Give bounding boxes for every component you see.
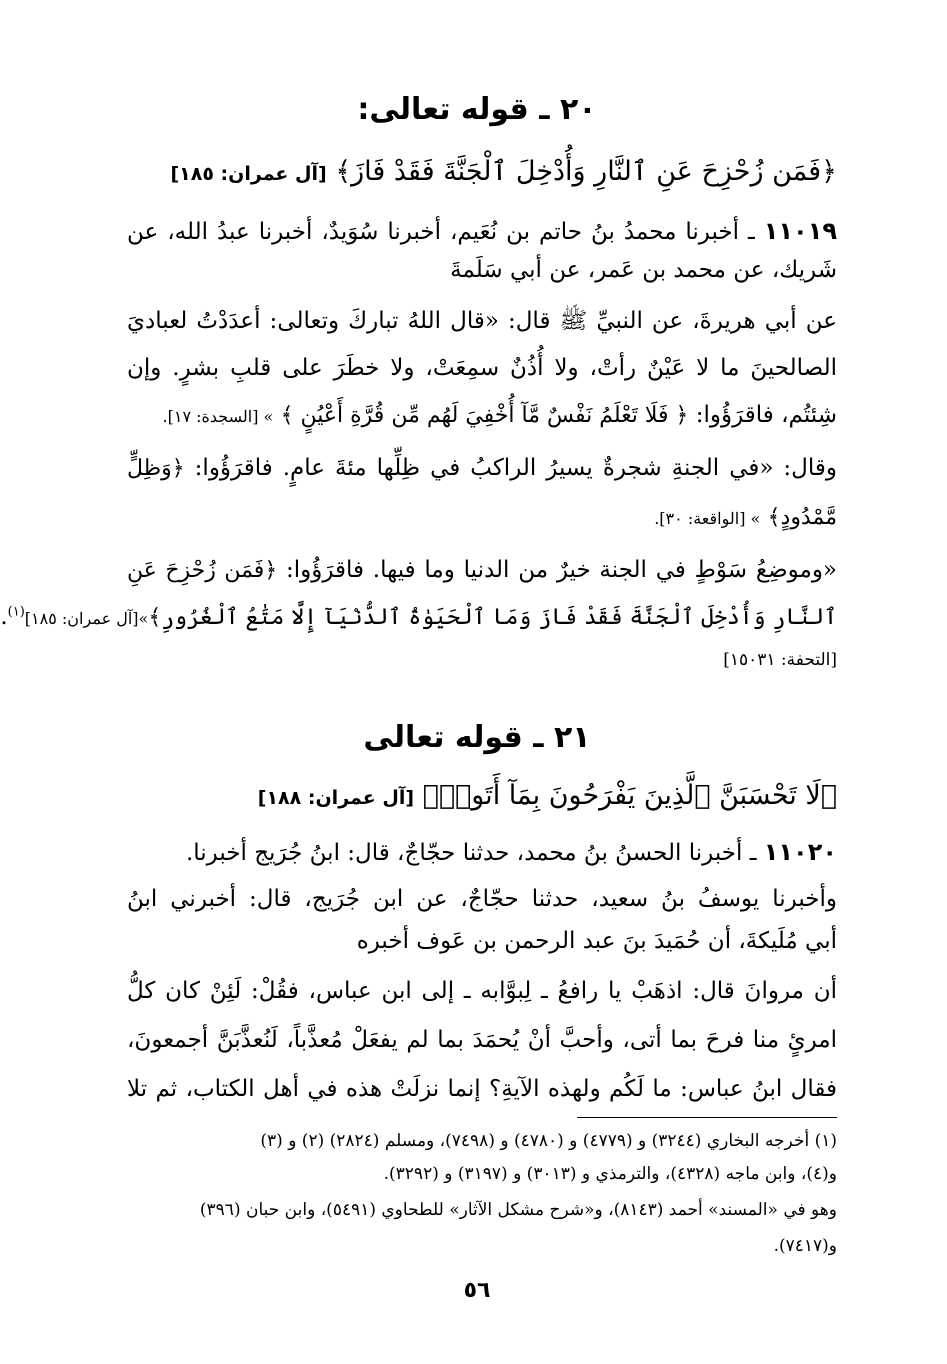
- footnote-line-1: (١) أخرجه البخاري (٣٢٤٤) و (٤٧٧٩) و (٤٧٨٠) و (٧٤٩٨)، ومسلم (٢٨٢٤) (٢) و (٣): [260, 1131, 837, 1151]
- hadith-11019-line-1: [127, 217, 837, 247]
- footnote-line-2: و(٤)، وابن ماجه (٤٣٢٨)، والترمذي و (٣٠١٣) و (٣١٩٧) و (٣٢٩٢).: [383, 1164, 837, 1184]
- quran-whip-b: ٱلنَّارِ وَأُدْخِلَ ٱلْجَنَّةَ فَقَدْ فَازَ وَمَا ٱلْحَيَوٰةُ ٱلدُّنْيَآ إِلَّا مَتَٰعُ ٱلْغُرُورِ﴾: [148, 605, 837, 630]
- text-line: «وموضِعُ سَوْطٍ في الجنة خيرٌ من الدنيا وما فيها. فاقرَؤُوا:: [277, 557, 837, 583]
- section-21-title: ٢١ ـ قوله تعالى: [363, 720, 591, 755]
- hadith-11019-line-6: [127, 455, 837, 483]
- footnote-marker: (١): [7, 604, 25, 620]
- hadith-11020-line-4: أن مروانَ قال: اذهَبْ يا رافعُ ـ لِبوَّابه ـ إلى ابن عباس، فقُلْ: لَئِنْ كان كلُّ: [127, 978, 837, 1004]
- quran-shade-a: ﴿وَظِلٍّ: [127, 456, 185, 481]
- hadith-11019-line-7: [127, 504, 837, 532]
- tuhfa-reference: [التحفة: ١٥٠٣١]: [723, 650, 837, 670]
- quran-whip-a: ﴿فَمَن زُحْزِحَ عَنِ: [127, 558, 278, 583]
- text-line: شِئتُم، فاقرَؤُوا:: [688, 402, 837, 428]
- hadith-11019-line-2: شَريك، عن محمد بن عَمر، عن أبي سَلَمةَ: [450, 257, 837, 283]
- hadith-11020-line-6: فقال ابنُ عباس: ما لَكُم ولهذه الآيةِ؟ إنما نزلَتْ هذه في أهل الكتاب، ثم تلا: [127, 1076, 837, 1102]
- quran-sajda: ﴿ فَلَا تَعْلَمُ نَفْسٌ مَّآ أُخْفِيَ لَهُم مِّن قُرَّةِ أَعْيُنٍ ﴾: [280, 403, 689, 428]
- hadith-11020-line-1: [127, 838, 837, 868]
- section-20-verse: [127, 156, 837, 187]
- verse-reference: [آل عمران: ١٨٥]: [170, 163, 327, 185]
- section-20-title: ٢٠ ـ قوله تعالى:: [357, 92, 597, 127]
- verse-text: ﴿فَمَن زُحْزِحَ عَنِ ٱلنَّارِ وَأُدْخِلَ ٱلْجَنَّةَ فَقَدْ فَازَ﴾: [335, 156, 837, 187]
- hadith-11019-line-8: [127, 557, 837, 585]
- footnote-line-3: وهو في «المسند» أحمد (٨١٤٣)، و«شرح مشكل الآثار» للطحاوي (٥٤٩١)، وابن حبان (٣٩٦): [199, 1200, 837, 1220]
- verse-text: ﴿لَا تَحْسَبَنَّ ٱلَّذِينَ يَفْرَحُونَ بِمَآ أَتَوا۟﴾: [422, 780, 837, 811]
- verse-reference: [آل عمران: ١٨٨]: [257, 787, 415, 809]
- text-line: ـ أخبرنا محمدُ بنُ حاتم بن نُعَيم، أخبرنا سُوَيدٌ، أخبرنا عبدُ الله، عن: [127, 219, 764, 245]
- imran-reference: »[آل عمران: ١٨٥]: [24, 609, 149, 628]
- text-line: ـ أخبرنا الحسنُ بنُ محمد، حدثنا حجّاجٌ، قال: ابنُ جُرَيج أخبرنا.: [185, 840, 764, 866]
- hadith-11020-line-5: امرئٍ منا فرحَ بما أتى، وأحبَّ أنْ يُحمَدَ بما لم يفعَلْ مُعذَّباً، لَنُعذَّبَنَّ أجمعونَ،: [127, 1027, 837, 1053]
- waqia-reference: » [الواقعة: ٣٠].: [654, 509, 761, 528]
- text-line: وقال: «في الجنةِ شجرةٌ يسيرُ الراكبُ في ظِلِّها مئةَ عامٍ. فاقرَؤُوا:: [184, 455, 837, 481]
- hadith-11019-line-3: عن أبي هريرةَ، عن النبيِّ ﷺ قال: «قال اللهُ تباركَ وتعالى: أعدَدْتُ لعباديَ: [127, 308, 837, 334]
- section-21-verse: [127, 780, 837, 811]
- hadith-number: ١١٠٢٠: [763, 838, 837, 866]
- hadith-11019-line-5: [127, 402, 837, 430]
- footnote-line-4: و(٧٤١٧).: [773, 1236, 837, 1256]
- quran-shade-b: مَّمْدُودٍ﴾: [767, 505, 837, 530]
- hadith-11020-line-2: وأخبرنا يوسفُ بنُ سعيد، حدثنا حجّاجٌ، عن ابن جُرَيج، قال: أخبرني ابنُ: [127, 886, 837, 912]
- hadith-11020-line-3: أبي مُلَيكةَ، أن حُمَيدَ بنَ عبد الرحمن بن عَوف أخبره: [356, 928, 837, 954]
- hadith-11019-line-4: الصالحينَ ما لا عَيْنٌ رأتْ، ولا أُذُنٌ سمِعَتْ، ولا خطَرَ على قلبِ بشرٍ. وإن: [127, 355, 837, 381]
- sajda-reference: » [السجدة: ١٧].: [162, 407, 274, 426]
- period: .: [0, 604, 8, 630]
- hadith-11019-line-9: [0, 604, 837, 632]
- hadith-number: ١١٠١٩: [763, 217, 837, 245]
- page-number: ٥٦: [463, 1278, 491, 1303]
- footnote-divider: [577, 1117, 837, 1118]
